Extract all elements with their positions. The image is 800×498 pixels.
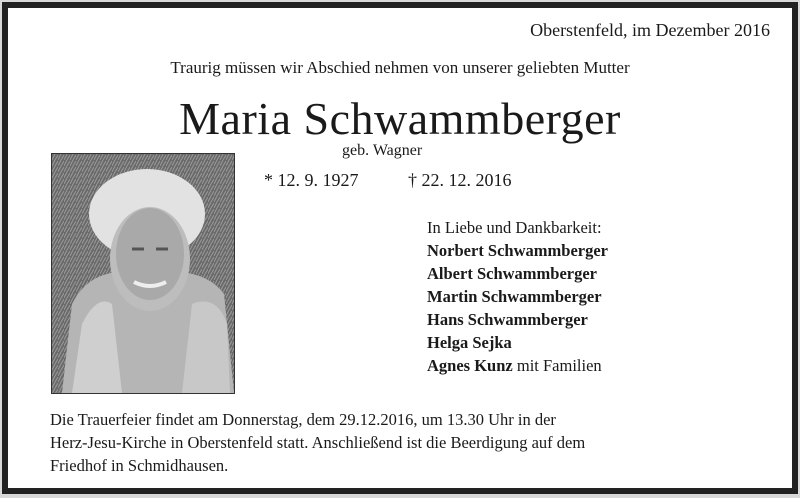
intro-text: Traurig müssen wir Abschied nehmen von unserer geliebten Mutter	[170, 58, 630, 77]
mourners-list	[427, 216, 608, 377]
mourner-name: Norbert Schwammberger	[427, 241, 608, 260]
birth-date: * 12. 9. 1927	[264, 170, 359, 190]
mourners-heading: In Liebe und Dankbarkeit:	[427, 218, 602, 237]
obituary-notice	[2, 2, 798, 494]
mourner-name: Helga Sejka	[427, 333, 512, 352]
mourner-name: Albert Schwammberger	[427, 264, 597, 283]
funeral-info	[50, 408, 585, 477]
portrait-photo	[51, 153, 235, 394]
mourner-name: Agnes Kunz	[427, 356, 513, 375]
death-date: † 22. 12. 2016	[408, 170, 512, 190]
mourner-name: Hans Schwammberger	[427, 310, 588, 329]
deceased-name: Maria Schwammberger	[179, 93, 621, 144]
funeral-info-line: Herz-Jesu-Kirche in Oberstenfeld statt. Anschließend ist die Beerdigung auf dem	[50, 433, 586, 452]
mourner-name: Martin Schwammberger	[427, 287, 602, 306]
funeral-info-line: Friedhof in Schmidhausen.	[50, 456, 229, 475]
maiden-name: geb. Wagner	[342, 142, 423, 159]
funeral-info-line: Die Trauerfeier findet am Donnerstag, dem 29.12.2016, um 13.30 Uhr in der	[50, 410, 556, 429]
mourners-suffix: mit Familien	[516, 356, 602, 375]
place-date: Oberstenfeld, im Dezember 2016	[530, 20, 770, 40]
